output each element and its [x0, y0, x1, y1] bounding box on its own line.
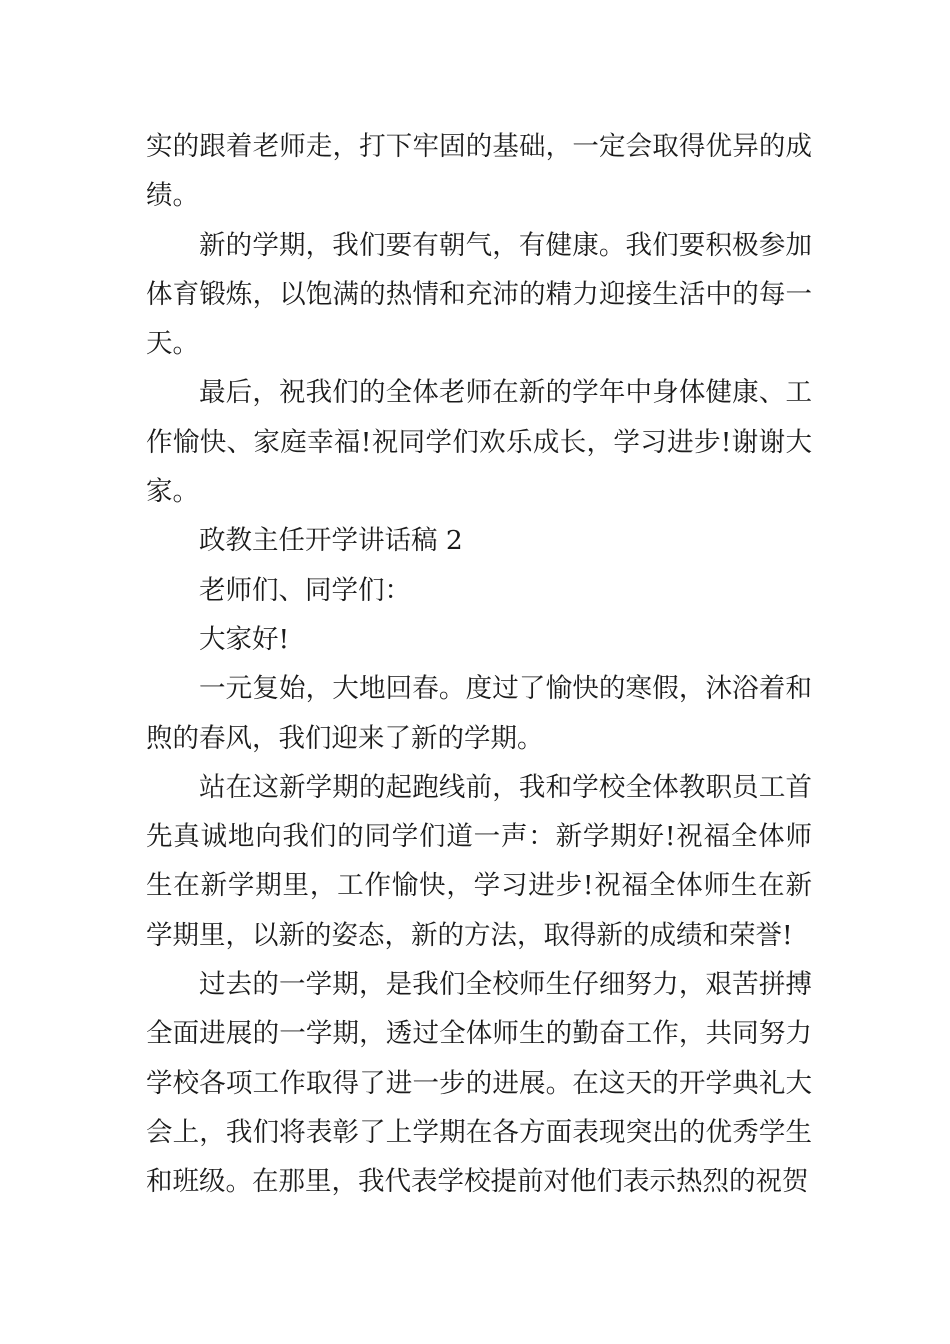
- document-body: [146, 122, 812, 1207]
- greeting: 大家好!: [199, 623, 290, 655]
- paragraph-continued-ending: 实的跟着老师走，打下牢固的基础，一定会取得优异的成绩。: [146, 131, 812, 212]
- paragraph-past-semester-review: 过去的一学期，是我们全校师生仔细努力，艰苦拼搏全面进展的一学期，透过全体师生的勤奋工作，共同努力学校各项工作取得了进一步的进展。在这天的开学典礼大会上，我们将表彰了上学期在各方面表现突出的优秀学生和班级。在那里，我代表学校提前对他们表示热烈的祝贺: [146, 969, 812, 1198]
- paragraph-spring-opening: 一元复始，大地回春。度过了愉快的寒假，沐浴着和煦的春风，我们迎来了新的学期。: [146, 673, 812, 754]
- section-heading: 政教主任开学讲话稿 2: [199, 525, 463, 557]
- salutation: 老师们、同学们：: [199, 574, 411, 606]
- paragraph-new-semester-wishes: 站在这新学期的起跑线前，我和学校全体教职员工首先真诚地向我们的同学们道一声：新学期好!祝福全体师生在新学期里，工作愉快，学习进步!祝福全体师生在新学期里，以新的姿态，新的方法，取得新的成绩和荣誉!: [146, 771, 812, 951]
- paragraph-new-semester-health: 新的学期，我们要有朝气，有健康。我们要积极参加体育锻炼，以饱满的热情和充沛的精力迎接生活中的每一天。: [146, 229, 812, 360]
- paragraph-closing-wishes: 最后，祝我们的全体老师在新的学年中身体健康、工作愉快、家庭幸福!祝同学们欢乐成长，学习进步!谢谢大家。: [146, 377, 812, 508]
